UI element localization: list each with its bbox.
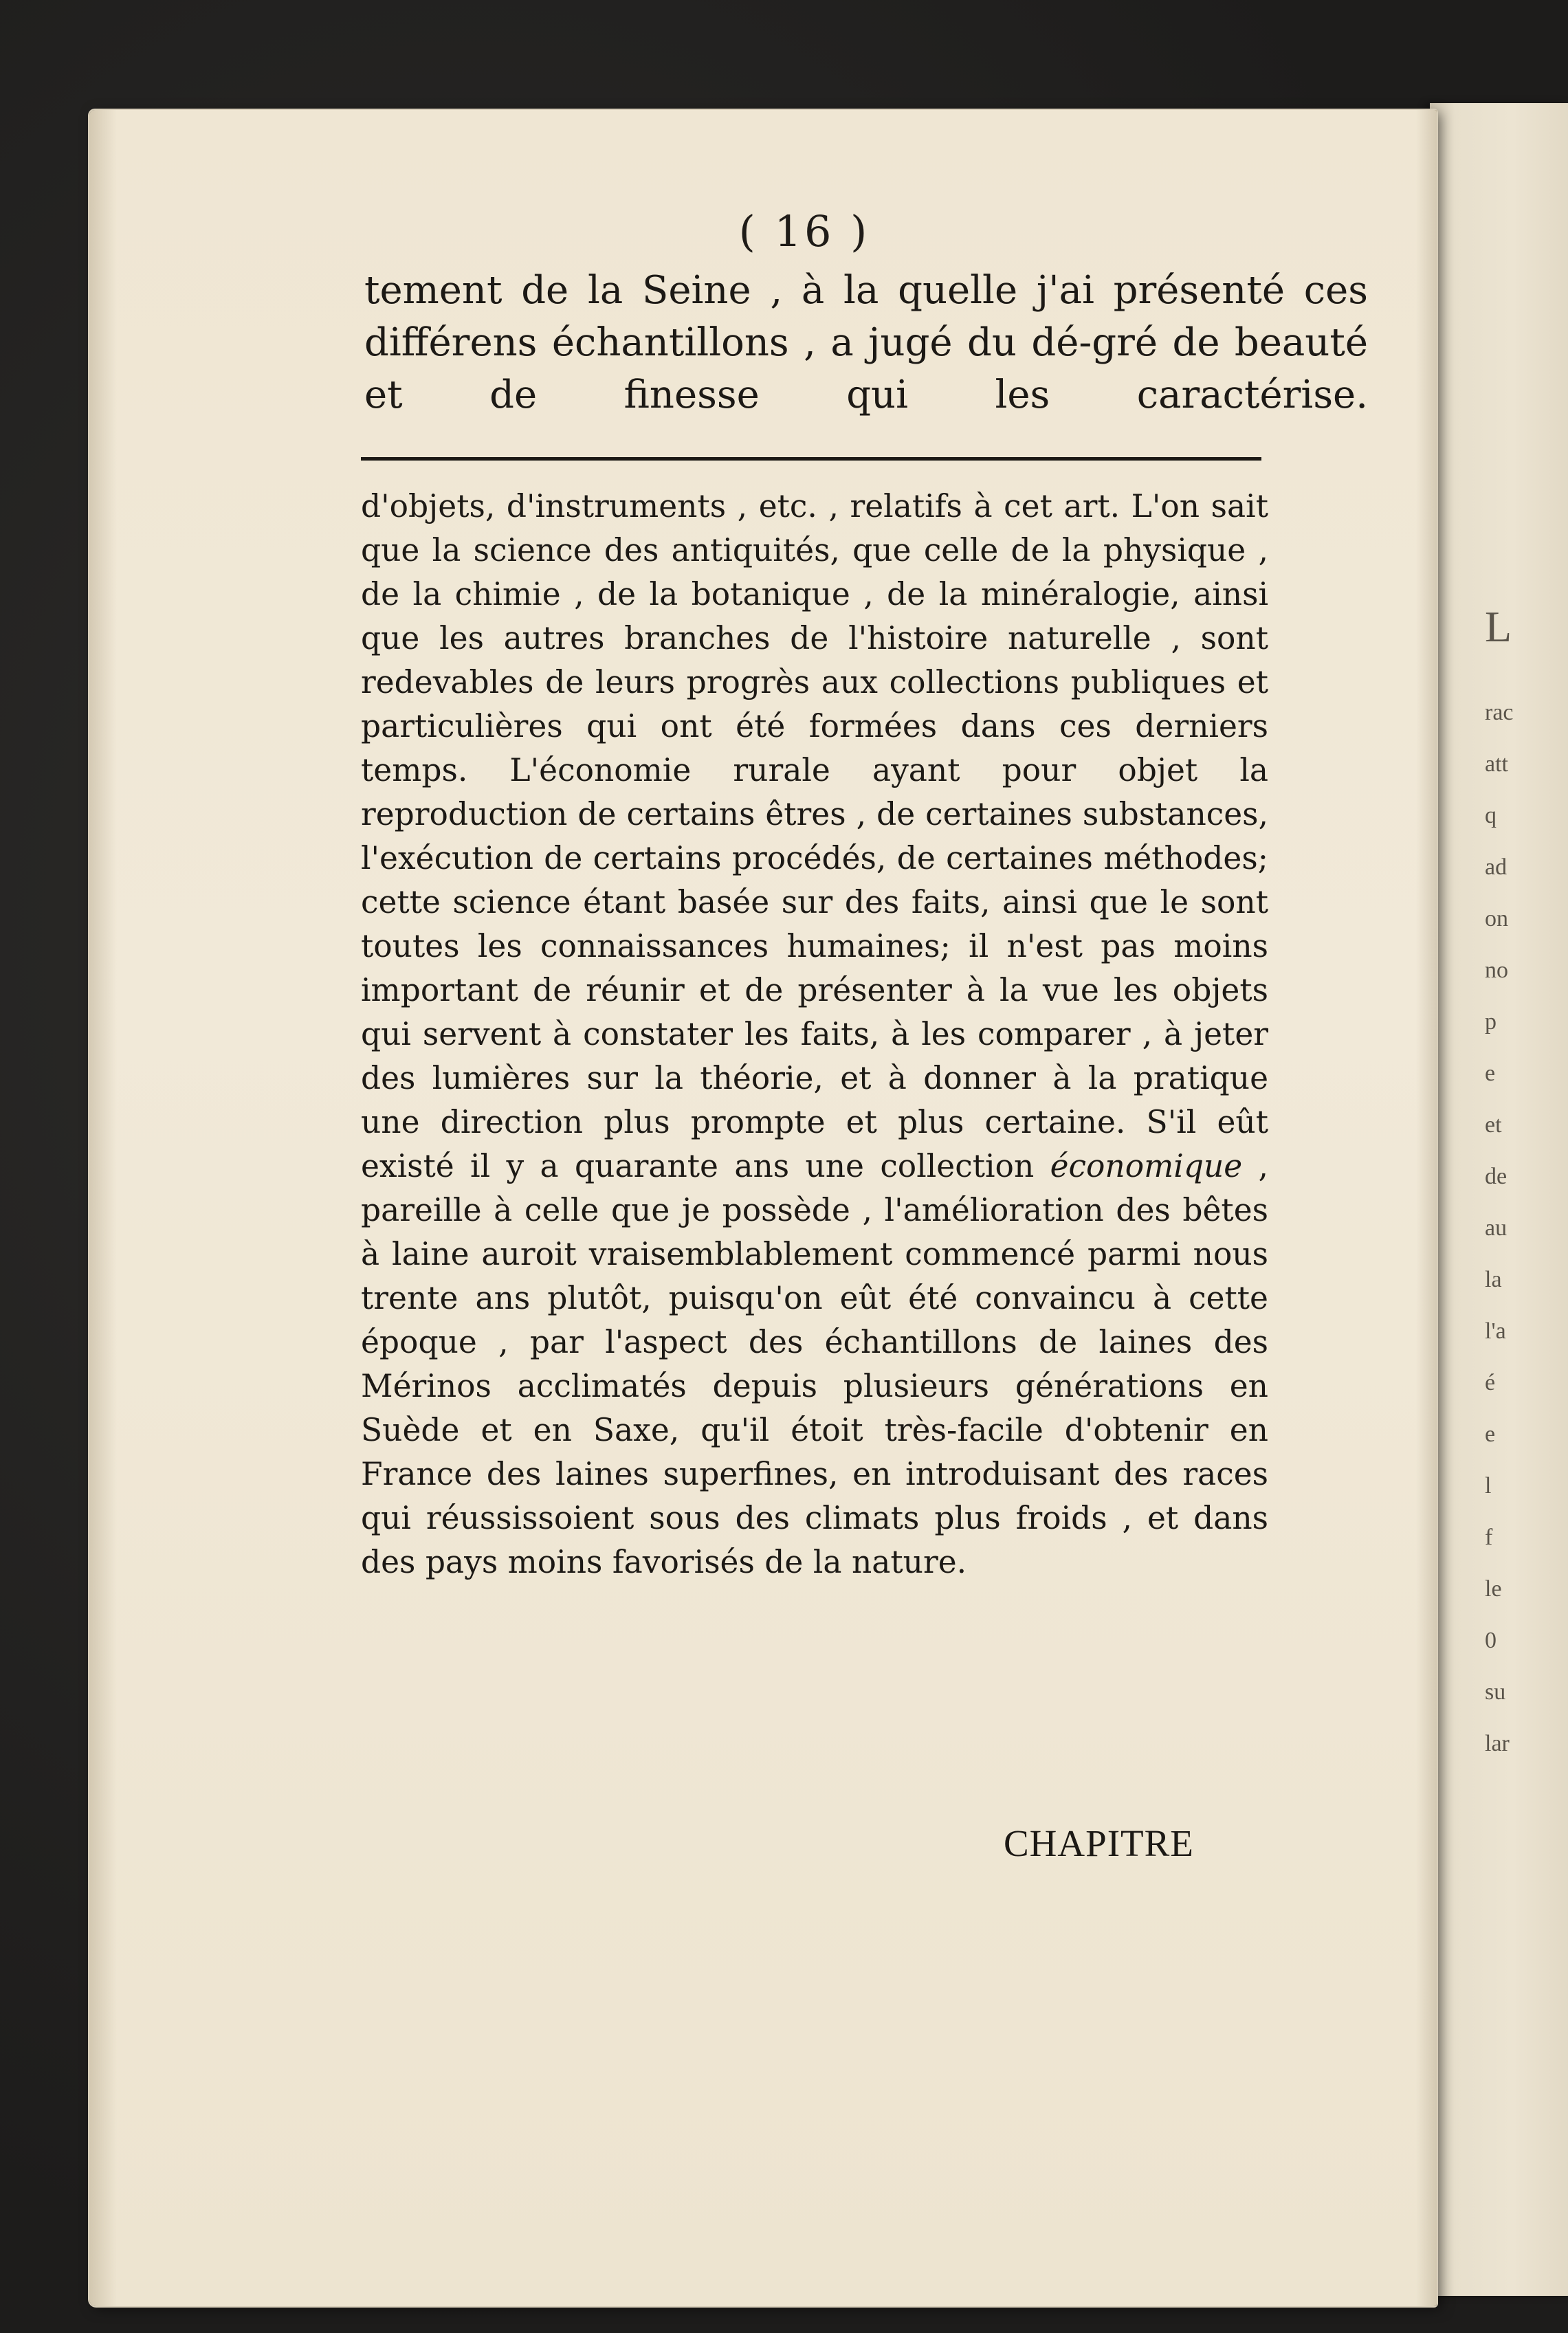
adjacent-page-fragment: e bbox=[1485, 1422, 1496, 1447]
footnote-text-part-1: d'objets, d'instruments , etc. , relatifs à cet art. L'on sait que la science des antiquités, que celle de la physique , de la chimie , de la botanique , de la minéralogie, ainsi que les autres branches de l'histoire naturelle , sont redevables de leurs progrès aux collections publiques et particulières qui ont été formées dans ces derniers temps. L'économie rurale ayant pour objet la reproduction de certains êtres , de certaines substances, l'exécution de certains procédés, de certaines méthodes; cette science étant basée sur des faits, ainsi que le sont toutes les connaissances humaines; il n'est pas moins important de réunir et de présenter à la vue les objets qui servent à constater les faits, à les comparer , à jeter des lumières sur la théorie, et à donner à la pratique une direction plus prompte et plus certaine. S'il eût existé il y a quarante ans une collection bbox=[361, 488, 1268, 1184]
adjacent-page-fragment: att bbox=[1485, 751, 1508, 777]
adjacent-page-fragment: 0 bbox=[1485, 1628, 1497, 1653]
adjacent-page-fragment: au bbox=[1485, 1215, 1508, 1241]
adjacent-page-fragment: de bbox=[1485, 1164, 1508, 1189]
adjacent-page-fragment: no bbox=[1485, 958, 1508, 983]
adjacent-page-fragment: rac bbox=[1485, 700, 1514, 725]
adjacent-page-fragment: su bbox=[1485, 1679, 1506, 1705]
adjacent-page-fragment: le bbox=[1485, 1576, 1502, 1602]
body-text: tement de la Seine , à la quelle j'ai présenté ces différens échantillons , a jugé du dé-gré de beauté et de finesse qui les caractérise. bbox=[364, 268, 1368, 417]
adjacent-page-fragment: lar bbox=[1485, 1731, 1510, 1756]
page-number: ( 16 ) bbox=[738, 206, 870, 256]
footnote-text-part-2: , pareille à celle que je possède , l'amélioration des bêtes à laine auroit vraisemblablement commencé parmi nous trente ans plutôt, puisqu'on eût été convaincu à cette époque , par l'aspect des échantillons de laines des Mérinos acclimatés depuis plusieurs générations en Suède et en Saxe, qu'il étoit très-facile d'obtenir en France des laines superfines, en introduisant des races qui réussissoient sous des climats plus froids , et dans des pays moins favorisés de la nature. bbox=[361, 1148, 1269, 1580]
footnote-italic-word: économique bbox=[1050, 1148, 1243, 1184]
adjacent-page-fragment: ad bbox=[1485, 854, 1508, 880]
adjacent-page-fragment: é bbox=[1485, 1370, 1496, 1395]
adjacent-page-fragment: L bbox=[1485, 602, 1512, 651]
catchword: CHAPITRE bbox=[1004, 1822, 1194, 1864]
adjacent-page-fragment: on bbox=[1485, 906, 1508, 931]
adjacent-page-fragment: l'a bbox=[1485, 1318, 1506, 1344]
footnote bbox=[361, 485, 1268, 1584]
adjacent-page-fragment: q bbox=[1485, 803, 1497, 828]
adjacent-page bbox=[1430, 103, 1568, 2296]
book-page bbox=[89, 110, 1437, 2306]
adjacent-page-fragment: l bbox=[1485, 1473, 1492, 1499]
adjacent-page-fragment: p bbox=[1485, 1009, 1497, 1035]
footnote-rule bbox=[361, 457, 1261, 461]
adjacent-page-fragment: et bbox=[1485, 1112, 1502, 1138]
adjacent-page-fragment: f bbox=[1485, 1525, 1493, 1550]
adjacent-page-fragment: la bbox=[1485, 1267, 1502, 1292]
adjacent-page-fragment: e bbox=[1485, 1061, 1496, 1086]
